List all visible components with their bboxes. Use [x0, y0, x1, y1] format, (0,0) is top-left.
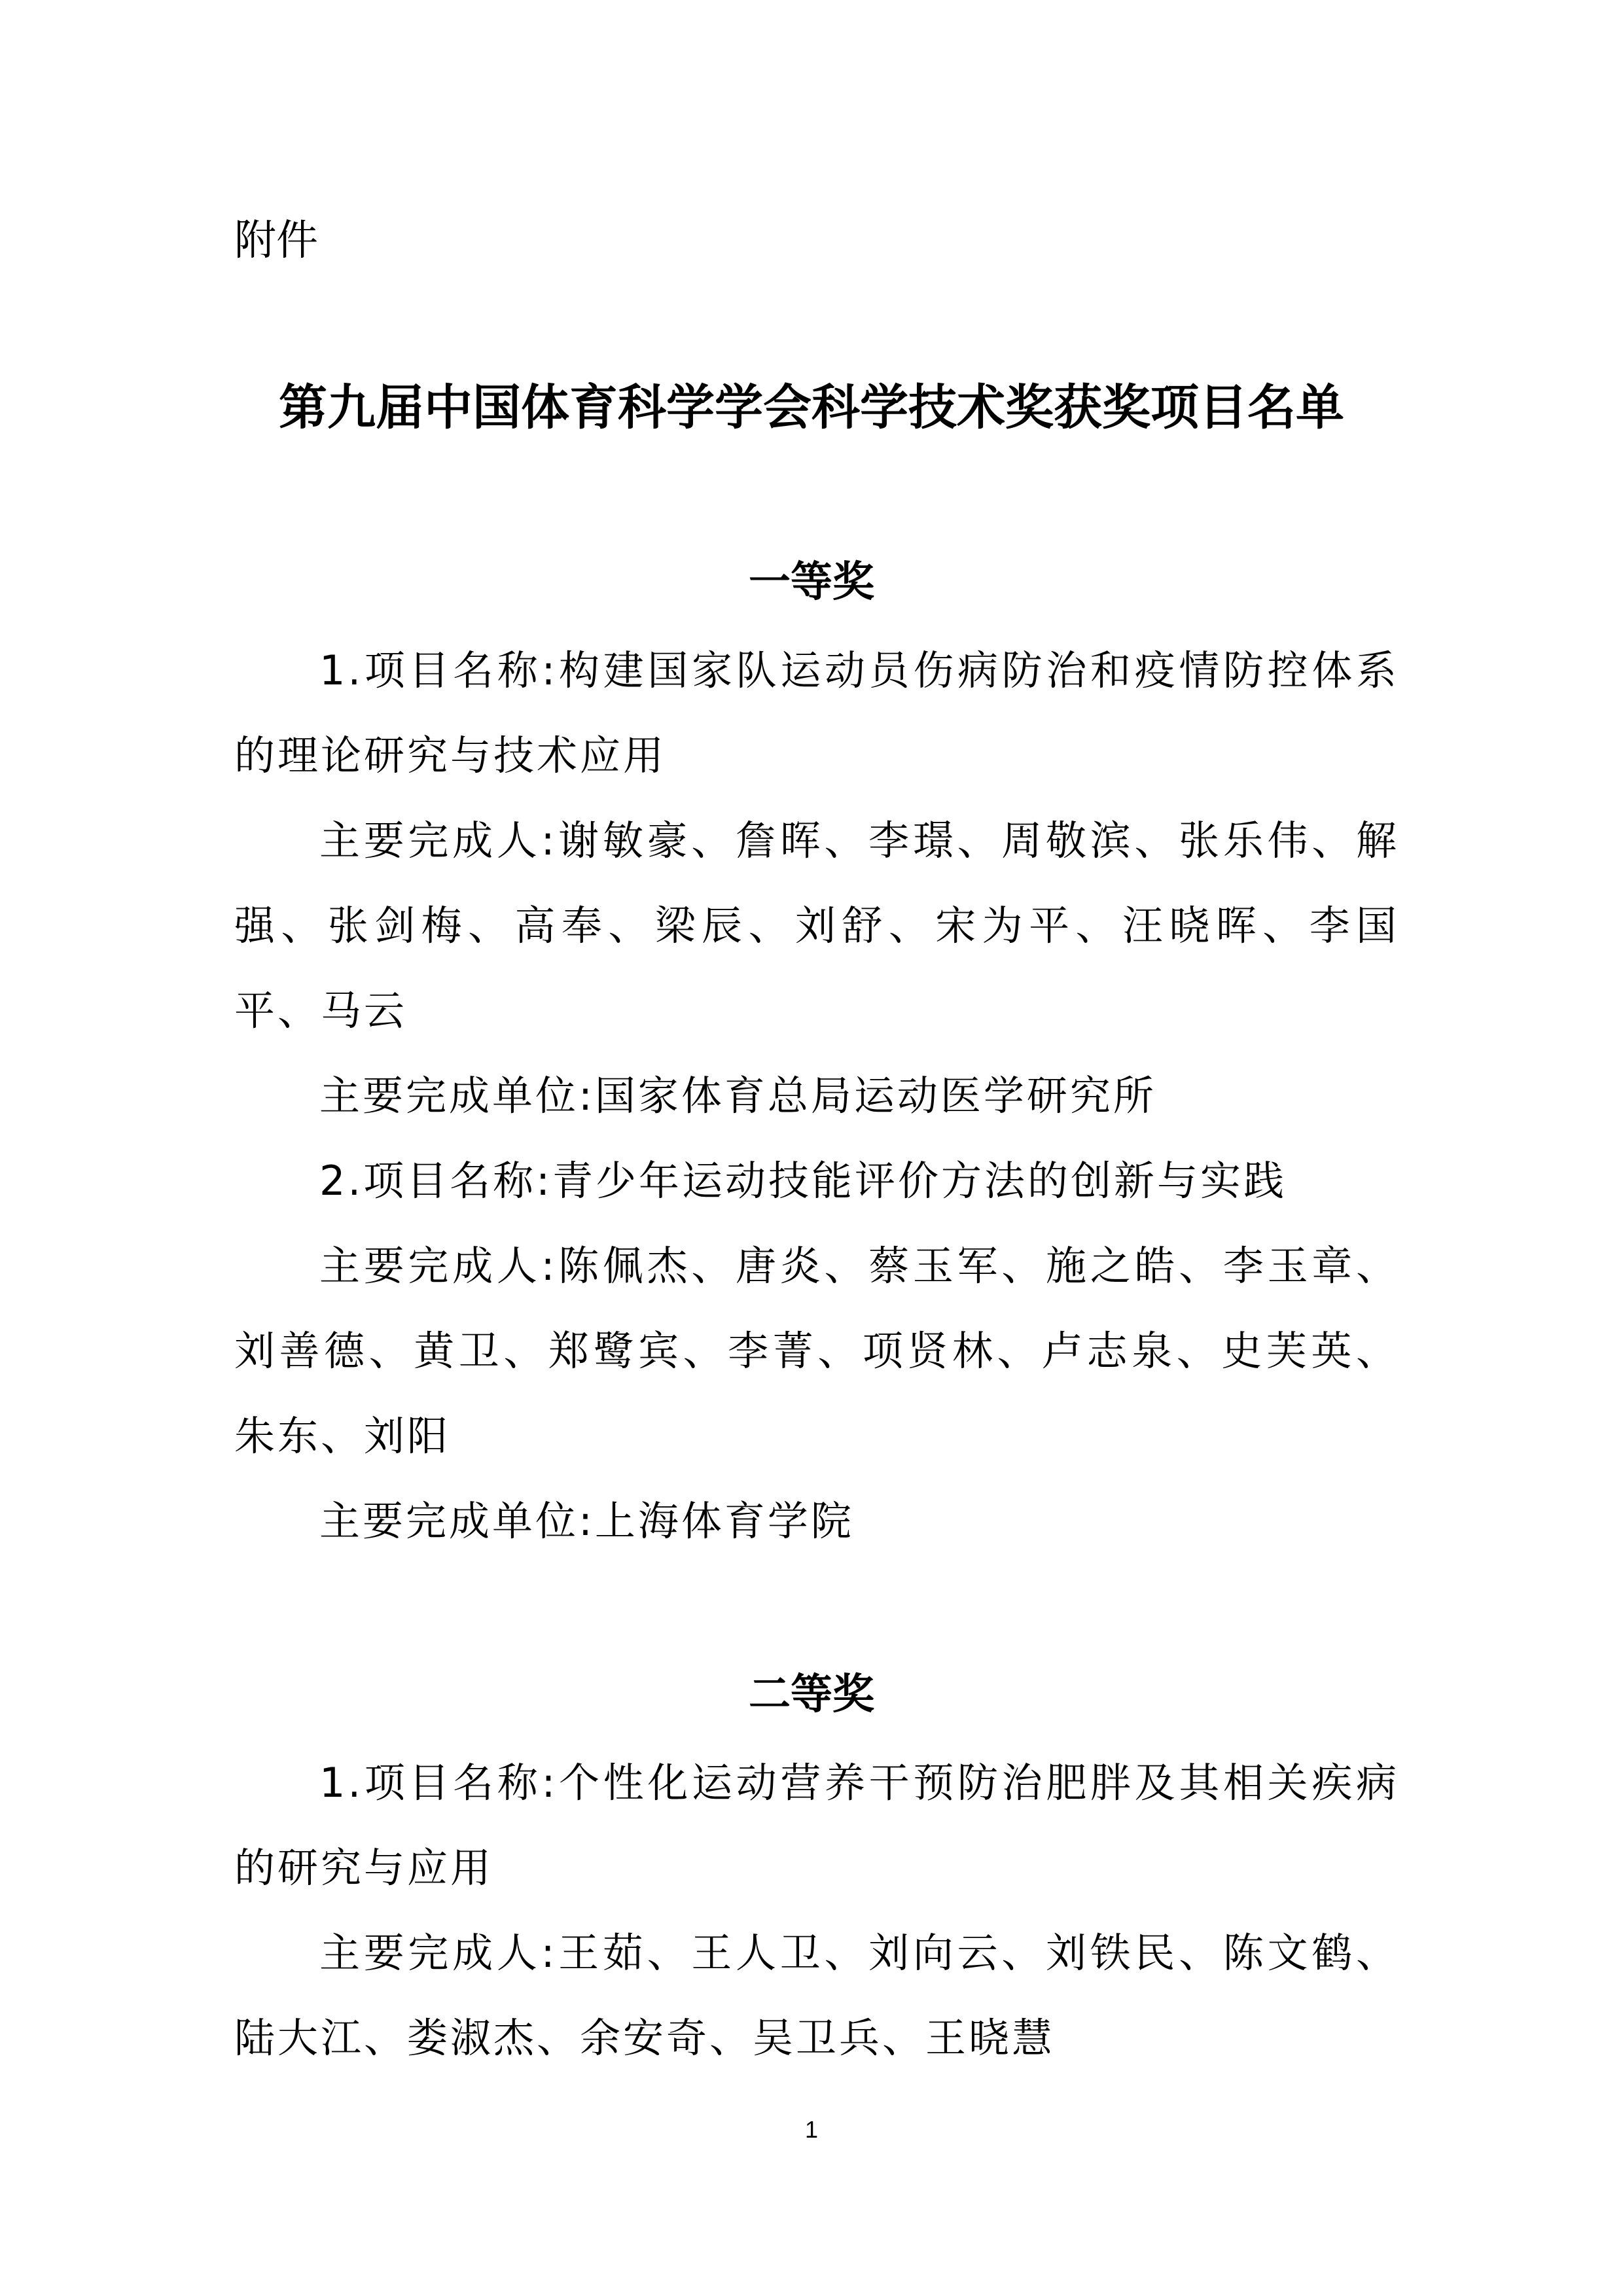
first-prize-list [234, 628, 1399, 1564]
project-name: 1.项目名称:构建国家队运动员伤病防治和疫情防控体系的理论研究与技术应用 [234, 646, 1399, 779]
second-prize-list [234, 1740, 1399, 2081]
section-heading-first-prize: 一等奖 [749, 557, 874, 607]
page-number: 1 [804, 2116, 819, 2143]
main-completers: 主要完成人:王茹、王人卫、刘向云、刘铁民、陈文鹤、陆大江、娄淑杰、余安奇、吴卫兵、王晓慧 [234, 1929, 1399, 2062]
main-completing-units: 主要完成单位:国家体育总局运动医学研究所 [319, 1072, 1156, 1120]
project-name: 1.项目名称:个性化运动营养干预防治肥胖及其相关疾病的研究与应用 [234, 1759, 1399, 1892]
main-completers: 主要完成人:谢敏豪、詹晖、李璟、周敬滨、张乐伟、解强、张剑梅、高奉、梁辰、刘舒、宋为平、汪晓晖、李国平、马云 [234, 817, 1399, 1034]
document-title: 第九届中国体育科学学会科学技术奖获奖项目名单 [279, 380, 1344, 436]
main-completers: 主要完成人:陈佩杰、唐炎、蔡玉军、施之皓、李玉章、刘善德、黄卫、郑鹭宾、李菁、项贤林、卢志泉、史芙英、朱东、刘阳 [234, 1242, 1399, 1460]
attachment-label: 附件 [234, 217, 318, 265]
project-name: 2.项目名称:青少年运动技能评价方法的创新与实践 [319, 1157, 1287, 1205]
main-completing-units: 主要完成单位:上海体育学院 [319, 1497, 854, 1545]
section-heading-second-prize: 二等奖 [749, 1670, 874, 1719]
